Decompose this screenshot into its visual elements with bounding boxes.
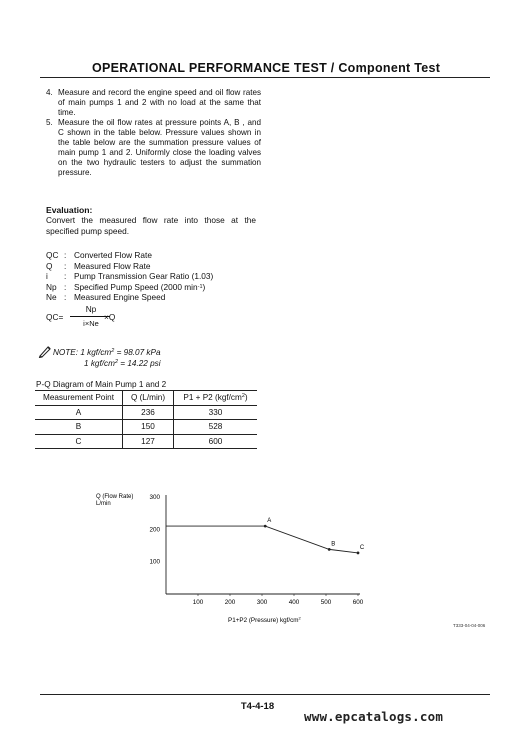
table-cell: A: [35, 405, 123, 420]
definition-desc: Measured Engine Speed: [74, 292, 166, 303]
formula-lhs: QC=: [46, 312, 64, 322]
table-row: [35, 420, 257, 435]
definition-sup: -1: [197, 283, 203, 290]
point-label-a: A: [267, 518, 272, 525]
table-cell: 600: [174, 434, 258, 449]
step-number: 4.: [46, 88, 53, 97]
note-line1-a: 1 kgf/cm: [80, 348, 112, 357]
note-line2-b: = 14.22 psi: [118, 359, 161, 368]
definition-tail: ): [202, 281, 206, 292]
step-4: [46, 88, 261, 118]
table-cell: B: [35, 420, 123, 435]
pencil-note-icon: [38, 346, 52, 358]
definition-key: QC: [46, 250, 59, 260]
pq-table: [35, 390, 257, 449]
point-marker-c: [357, 552, 360, 555]
evaluation-text: Convert the measured flow rate into those at the specified pump speed.: [46, 215, 256, 236]
chart-ylabel-unit: L/min: [96, 501, 111, 507]
table-row: [35, 405, 257, 420]
table-cell: 330: [174, 405, 258, 420]
evaluation-heading: Evaluation:: [46, 205, 93, 215]
footer-rule: [40, 694, 490, 695]
note-line2-a: 1 kgf/cm: [84, 359, 115, 368]
definition-desc: Measured Flow Rate: [74, 260, 151, 271]
column-header: Q (L/min): [123, 391, 174, 406]
table-header-row: [35, 391, 257, 406]
column-header: Measurement Point: [35, 391, 123, 406]
definition-np: Np : Specified Pump Speed (2000 min -1 ): [46, 281, 206, 292]
x-tick-label: 200: [224, 599, 236, 606]
y-tick-label: 100: [149, 558, 160, 566]
definition-desc: Specified Pump Speed (2000 min: [74, 281, 198, 292]
note-line2-sup: 2: [114, 359, 119, 365]
step-text: Measure and record the engine speed and oil flow rates of main pumps 1 and 2 with no load at the same that time.: [58, 88, 261, 117]
chart-xlabel: P1+P2 (Pressure) kgf/$cm^2$: [228, 615, 301, 624]
definition-key: Q: [46, 260, 53, 271]
definition-qc: QC : Converted Flow Rate: [46, 250, 152, 260]
formula-denominator: i×Ne: [83, 319, 99, 328]
procedure-steps: [46, 88, 261, 178]
y-tick-label: 300: [149, 494, 160, 501]
table-title: P-Q Diagram of Main Pump 1 and 2: [36, 380, 167, 389]
watermark-url: www.epcatalogs.com: [304, 709, 444, 724]
conversion-formula: [46, 302, 126, 332]
point-label-c: C: [359, 544, 365, 551]
point-marker-b: [328, 548, 331, 551]
point-marker-a: [264, 525, 267, 528]
table-cell: 236: [123, 405, 174, 420]
y-tick-label: 200: [149, 526, 160, 534]
note-label: NOTE:: [53, 348, 79, 357]
x-tick-label: 500: [320, 599, 332, 606]
point-label-b: B: [331, 541, 336, 548]
definition-desc: Pump Transmission Gear Ratio (1.03): [74, 271, 214, 282]
definitions-list: [46, 250, 213, 303]
x-tick-label: 600: [352, 599, 364, 606]
step-text: Measure the oil flow rates at pressure points A, B , and C shown in the table below. Pressure values shown in the table below are the summation pressure values of main pump 1 and 2. Uniformly close the loading valves on the two hydraulic testers to adjust the summation pressure.: [58, 118, 261, 177]
x-tick-label: 400: [288, 599, 300, 606]
definition-key: Ne: [46, 292, 57, 303]
flow-rate-series-line: [166, 526, 358, 553]
definition-i: i : Pump Transmission Gear Ratio (1.03): [46, 271, 214, 282]
chart-ylabel: Q (Flow Rate): [96, 494, 134, 500]
step-number: 5.: [46, 118, 53, 127]
page-header-title: OPERATIONAL PERFORMANCE TEST / Component Test: [92, 61, 441, 75]
definition-q: Q : Measured Flow Rate: [46, 260, 151, 271]
x-tick-label: 100: [192, 599, 204, 606]
column-header: P1 + P2 $(kgf/cm^2)$: [174, 391, 258, 406]
header-rule: [40, 77, 490, 78]
x-tick-label: 300: [256, 599, 268, 606]
table-cell: 528: [174, 420, 258, 435]
definition-key: i: [46, 271, 48, 282]
step-5: [46, 118, 261, 178]
page-number: T4-4-18: [240, 701, 275, 712]
table-cell: 127: [123, 434, 174, 449]
definition-ne: Ne : Measured Engine Speed: [46, 292, 166, 303]
formula-rhs: ×Q: [104, 312, 116, 322]
figure-code: T333-04-04-006: [453, 623, 486, 628]
definition-key: Np: [46, 281, 57, 292]
table-cell: C: [35, 434, 123, 449]
table-cell: 150: [123, 420, 174, 435]
definition-desc: Converted Flow Rate: [74, 250, 152, 260]
table-row: [35, 434, 257, 449]
formula-numerator: Np: [85, 304, 97, 314]
note-line1-b: = 98.07 kPa: [114, 348, 161, 357]
note-line1-sup: 2: [111, 348, 115, 354]
